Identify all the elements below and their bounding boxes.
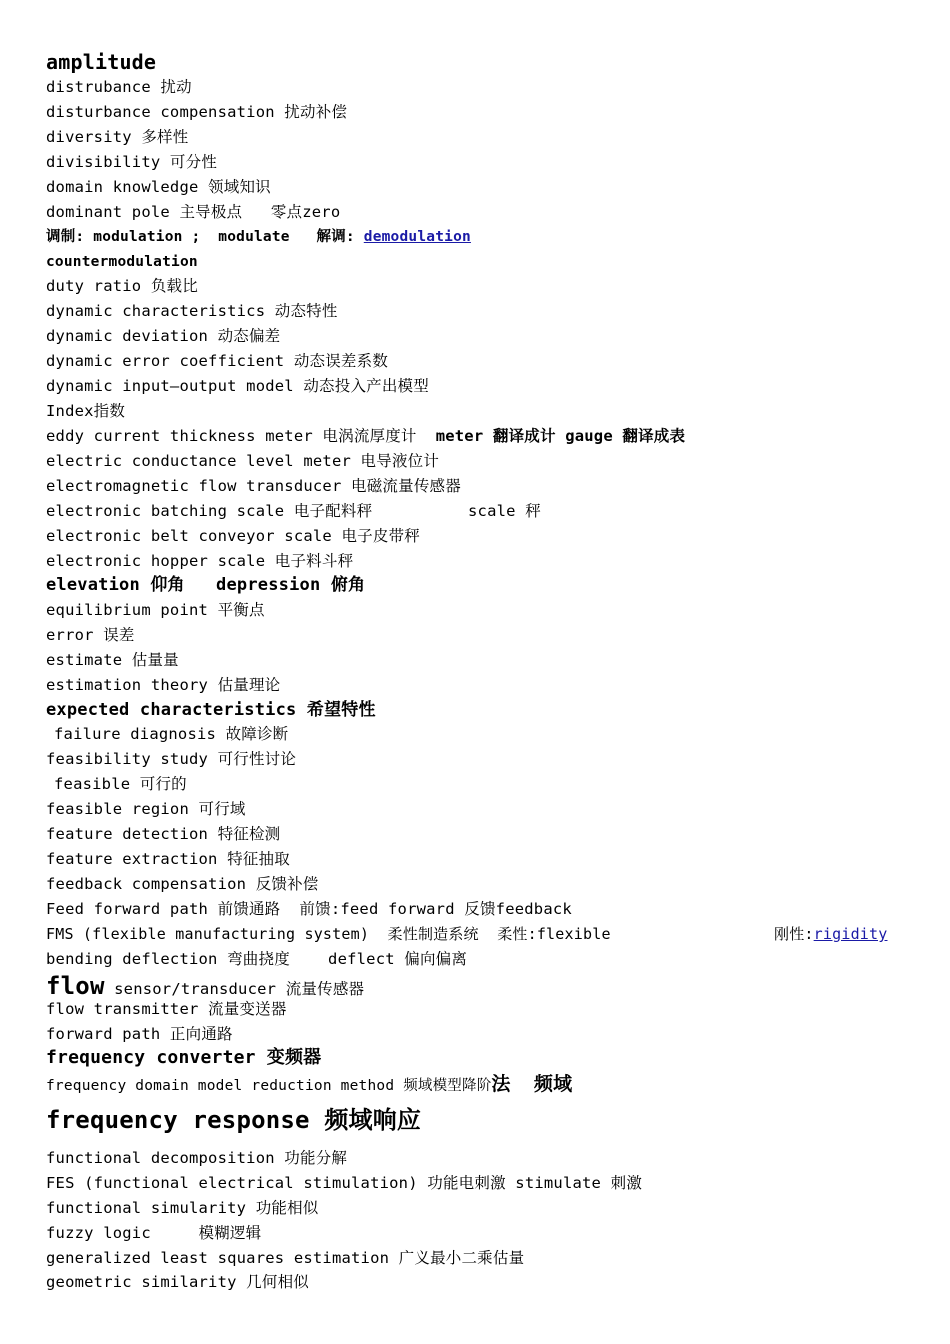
rigidity-link[interactable]: rigidity	[813, 925, 888, 943]
entry-line: flow transmitter 流量变送器	[46, 1000, 287, 1018]
entry-line: dynamic input—output model 动态投入产出模型	[46, 377, 429, 395]
demodulation-link[interactable]: demodulation	[363, 229, 471, 245]
entry-line-scale	[46, 501, 541, 521]
entry-line: dynamic deviation 动态偏差	[46, 327, 281, 345]
entry-line: electronic belt conveyor scale 电子皮带秤	[46, 527, 420, 545]
batching-scale-text: electronic batching scale 电子配料秤	[46, 502, 373, 520]
entry-line: distrubance 扰动	[46, 78, 192, 96]
entry-line: feedback compensation 反馈补偿	[46, 875, 319, 893]
entry-line: countermodulation	[46, 254, 198, 270]
rigidity-prefix: 刚性:	[774, 925, 814, 943]
entry-line: functional decomposition 功能分解	[46, 1149, 348, 1167]
eddy-text: eddy current thickness meter 电涡流厚度计	[46, 427, 436, 445]
entry-line: geometric similarity 几何相似	[46, 1273, 309, 1291]
entry-line: duty ratio 负载比	[46, 277, 198, 295]
meter-gauge-note: meter 翻译成计 gauge 翻译成表	[435, 427, 686, 445]
entry-line: divisibility 可分性	[46, 153, 218, 171]
entry-line: electric conductance level meter 电导液位计	[46, 452, 440, 470]
entry-line: diversity 多样性	[46, 128, 189, 146]
entry-line: generalized least squares estimation 广义最小二乘估量	[46, 1249, 525, 1267]
entry-line: fuzzy logic 模糊逻辑	[46, 1224, 262, 1242]
entry-line: equilibrium point 平衡点	[46, 601, 265, 619]
freq-domain-bold: 法 频域	[491, 1073, 573, 1095]
scale-note: scale 秤	[468, 502, 541, 520]
entry-line: FES (functional electrical stimulation) 功能电刺激 stimulate 刺激	[46, 1174, 643, 1192]
freq-domain-text: frequency domain model reduction method 频域模型降阶	[46, 1078, 492, 1094]
rigidity-label	[774, 924, 888, 944]
entry-line-frequency-converter: frequency converter 变频器	[46, 1047, 322, 1068]
heading-frequency-response: frequency response 频域响应	[46, 1106, 422, 1134]
entry-line: Feed forward path 前馈通路 前馈:feed forward 反馈feedback	[46, 900, 572, 918]
modulation-text: 调制: modulation ; modulate 解调:	[46, 229, 364, 245]
entry-line: bending deflection 弯曲挠度 deflect 偏向偏离	[46, 950, 468, 968]
fms-text: FMS (flexible manufacturing system) 柔性制造系统 柔性:flexible	[46, 925, 611, 943]
entry-line: estimate 估量量	[46, 651, 179, 669]
entry-line: forward path 正向通路	[46, 1025, 233, 1043]
entry-line-eddy	[46, 426, 685, 446]
entry-line: functional simularity 功能相似	[46, 1199, 319, 1217]
flow-word: flow	[46, 972, 105, 1000]
entry-line: feasibility study 可行性讨论	[46, 750, 297, 768]
entry-line: feasible region 可行域	[46, 800, 246, 818]
entry-line-expected: expected characteristics 希望特性	[46, 700, 376, 720]
entry-line-flow	[46, 972, 364, 1002]
entry-line: feature extraction 特征抽取	[46, 850, 290, 868]
entry-line: estimation theory 估量理论	[46, 676, 281, 694]
entry-line: dynamic error coefficient 动态误差系数	[46, 352, 389, 370]
entry-line: Index指数	[46, 402, 126, 420]
entry-line: electronic hopper scale 电子料斗秤	[46, 552, 354, 570]
entry-line-modulation	[46, 227, 471, 247]
entry-line-freq-domain	[46, 1072, 572, 1098]
entry-line: domain knowledge 领域知识	[46, 178, 271, 196]
flow-sensor-text: sensor/transducer 流量传感器	[104, 980, 365, 998]
entry-line: failure diagnosis 故障诊断	[54, 725, 289, 743]
entry-line: error 误差	[46, 626, 135, 644]
entry-line: dynamic characteristics 动态特性	[46, 302, 338, 320]
entry-line: feature detection 特征检测	[46, 825, 281, 843]
entry-line: disturbance compensation 扰动补偿	[46, 103, 348, 121]
entry-line: feasible 可行的	[54, 775, 187, 793]
heading-amplitude: amplitude	[46, 50, 157, 74]
entry-line-elevation: elevation 仰角 depression 俯角	[46, 575, 366, 595]
entry-line: electromagnetic flow transducer 电磁流量传感器	[46, 477, 461, 495]
entry-line: dominant pole 主导极点 零点zero	[46, 203, 341, 221]
entry-line-fms	[46, 924, 888, 944]
